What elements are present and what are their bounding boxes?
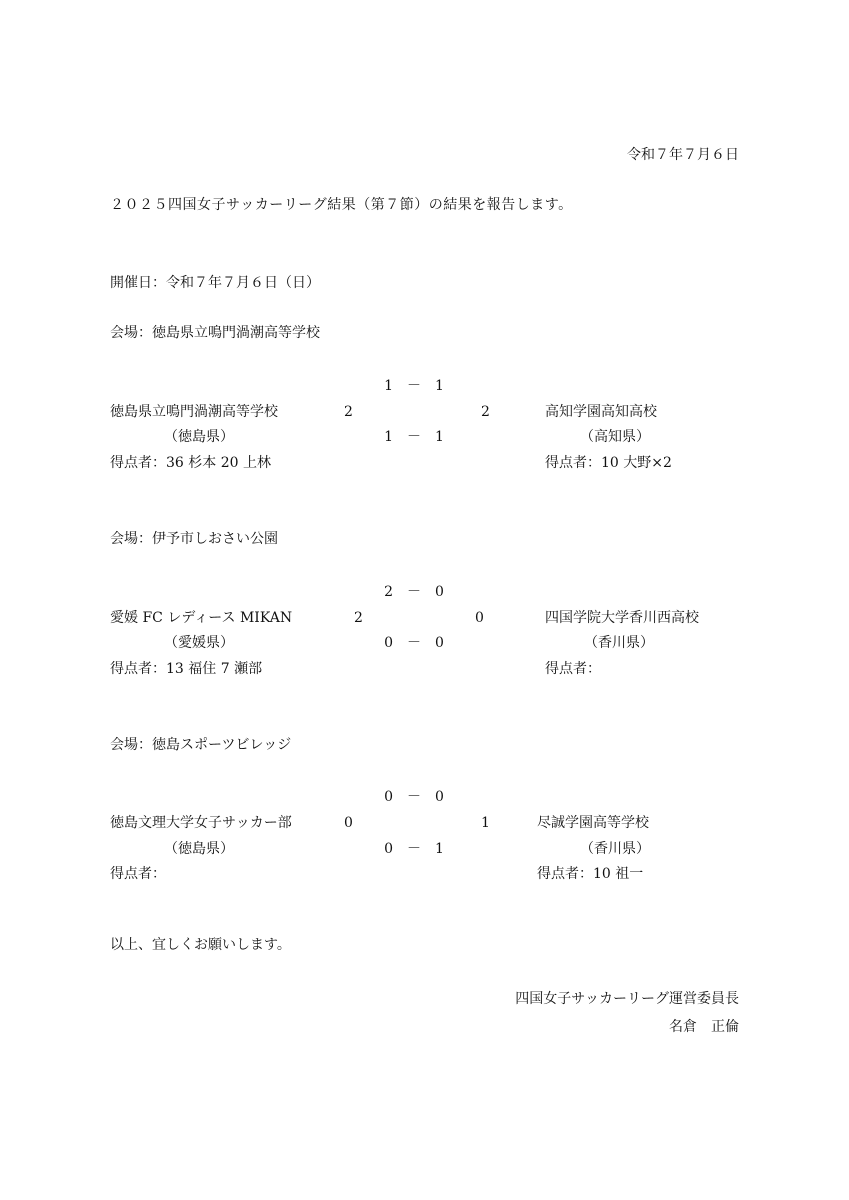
match-1-home-score: 2 (344, 404, 353, 420)
match-3-away-scorers: 得点者：10 祖一 (537, 866, 644, 882)
match-1-home-scorers: 得点者：36 杉本 20 上林 (110, 455, 271, 471)
match-1-first-half-score: 1 － 1 (384, 378, 444, 394)
match-1-away-scorers: 得点者：10 大野×2 (545, 455, 672, 471)
match-2-home-team: 愛媛 FC レディース MIKAN (110, 610, 293, 626)
match-2-home-scorers: 得点者：13 福住 7 瀬部 (110, 661, 263, 677)
match-2-home-prefecture: （愛媛県） (164, 635, 234, 651)
intro-text: ２０２５四国女子サッカーリーグ結果（第７節）の結果を報告します。 (110, 197, 573, 213)
match-2-away-scorers: 得点者： (545, 661, 601, 677)
match-2-second-half-score: 0 － 0 (384, 635, 444, 651)
match-3-home-team: 徳島文理大学女子サッカー部 (110, 815, 292, 831)
match-2-away-score: 0 (475, 610, 484, 626)
match-1-away-score: 2 (481, 404, 490, 420)
match-3-first-half-score: 0 － 0 (384, 789, 444, 805)
match-date: 開催日：令和７年７月６日（日） (110, 275, 320, 291)
match-3-home-scorers: 得点者： (110, 866, 166, 882)
match-1-home-prefecture: （徳島県） (164, 429, 234, 445)
match-1-venue: 会場：徳島県立鳴門渦潮高等学校 (110, 325, 320, 341)
signature-name: 名倉 正倫 (669, 1019, 739, 1035)
match-2-venue: 会場：伊予市しおさい公園 (110, 531, 278, 547)
match-1-second-half-score: 1 － 1 (384, 429, 444, 445)
match-1-away-team: 高知学園高知高校 (545, 404, 657, 420)
document-date: 令和７年７月６日 (627, 147, 739, 163)
match-2-away-prefecture: （香川県） (584, 635, 654, 651)
match-3-home-score: 0 (344, 815, 353, 831)
match-3-away-score: 1 (481, 815, 490, 831)
match-2-home-score: 2 (354, 610, 363, 626)
signature-title: 四国女子サッカーリーグ運営委員長 (515, 991, 739, 1007)
match-2-first-half-score: 2 － 0 (384, 584, 444, 600)
match-3-away-prefecture: （香川県） (580, 841, 650, 857)
match-3-away-team: 尽誠学園高等学校 (537, 815, 649, 831)
match-1-home-team: 徳島県立鳴門渦潮高等学校 (110, 404, 278, 420)
match-3-home-prefecture: （徳島県） (164, 841, 234, 857)
match-3-second-half-score: 0 － 1 (384, 841, 444, 857)
match-2-away-team: 四国学院大学香川西高校 (545, 610, 699, 626)
match-1-away-prefecture: （高知県） (580, 429, 650, 445)
closing-text: 以上、宜しくお願いします。 (110, 937, 291, 953)
match-3-venue: 会場：徳島スポーツビレッジ (110, 737, 292, 753)
